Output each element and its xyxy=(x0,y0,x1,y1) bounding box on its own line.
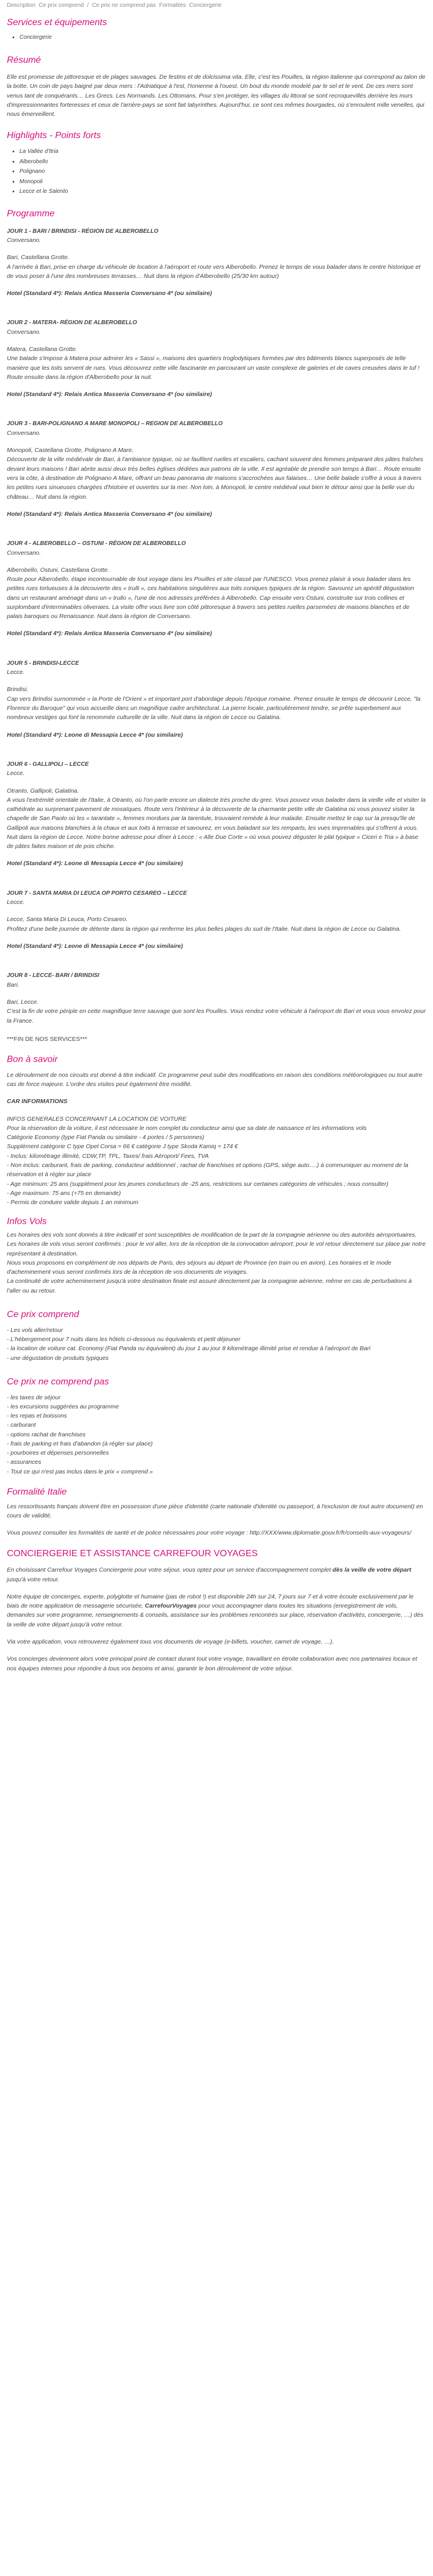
day-hotel: Hotel (Standard 4*): Relais Antica Masseria Conversano 4* (ou similaire) xyxy=(7,510,213,518)
ne-comprend-pas-line: - les excursions suggérées au programme xyxy=(7,1403,119,1410)
infos-vols-line: Les horaires des vols sont donnés à titre indicatif et sont susceptibles de modification de la part de la compagnie aérienne ou des autorités aéroportuaires. xyxy=(7,1232,417,1239)
car-line: - Permis de conduire valide depuis 1 an minimum xyxy=(7,1199,138,1206)
breadcrumb xyxy=(7,0,426,13)
day-text: Découverte de la ville médiévale de Bari, à l'ambiance typique, où se faufilent ruelles et escaliers, cachant souvent des femmes préparant des pâtes fraîches devant leurs maisons ! Bari abrite aussi deux très belles églises dédiées aux patrons de la ville. Il est agréable de prendre son temps à Bari… Route ensuite vers la côte, à destination de Polignano A Mare, offrant un beau panorama de maisons s'accrochées aux falaises… Une belle balade s'offre à vous à travers les petites rues sinueuses chargées d'histoire et ouvertes sur la mer. Non loin, à Monopoli, le centre médiéval vaut bien le détour ainsi que la belle vue du château… Nuit dans la région. xyxy=(7,456,423,500)
list-item: • Alberobello xyxy=(19,157,426,167)
day-region: Conversano. xyxy=(7,237,41,244)
infos-vols-title: Infos Vols xyxy=(7,1217,47,1227)
day-title: JOUR 8 - LECCE- BARI / BRINDISI xyxy=(7,972,99,979)
day-region: Lecce. xyxy=(7,669,25,676)
formalite-section xyxy=(7,1487,426,1538)
comprend-line: - une dégustation de produits typiques xyxy=(7,1354,109,1362)
conciergerie-p2-b: CarrefourVoyages xyxy=(145,1602,197,1610)
nav-formalites[interactable]: Formalités xyxy=(159,2,186,9)
day-places: Bari, Castellana Grotte. xyxy=(7,254,70,261)
day-text: Profitez d'une belle journée de détente dans la région qui renferme les plus belles plages du sud de l'Italie. Nuit dans la région de Lecce ou Galatina. xyxy=(7,925,401,932)
resume-section xyxy=(7,55,426,119)
day-block xyxy=(7,889,426,951)
day-block xyxy=(7,227,426,298)
day-hotel: Hotel (Standard 4*): Relais Antica Masseria Conversano 4* (ou similaire) xyxy=(7,630,213,637)
day-text: Cap vers Brindisi surnommée « la Porte de l'Orient » et important port d'abordage depuis l'époque romaine. Prenez ensuite le temps de découvrir Lecce, "la Florence du Baroque" qui vous accueille dans un magnifique cadre architectural. La pierre locale, particulièrement tendre, se prête superbement aux nombreux vestiges qui font la renommée culturelle de la ville. Nuit dans la région de Lecce ou Galatina. xyxy=(7,695,421,721)
day-region: Bari. xyxy=(7,981,19,988)
day-text: A vous l'extrémité orientale de l'Italie, à Otranto, où l'on parle encore un dialecte très proche du grec. Vous pouvez vous balader dans la vieille ville et visiter la cathédrale au surprenant pavement de mosaïques. Route vers l'intérieur à la découverte de la charmante petite ville de Galatina où vous pouvez visiter la chapelle de San Paolo où les « tarantate », femmes mordues par la tarentule, trouvaient remède à leur maladie. Ensuite mettez le cap sur la presqu'île de Gallipoli aux maisons blanchies à la chaux et aux toits à terrasse et savourez, en vous baladant sur les remparts, les vues imprenables qui s'offrent à vous. Nuit dans la région de Lecce. Notre bonne adresse pour dîner à Lecce : « Alle Due Corte » où vous pouvez déguster le plat typique « Ciceri e Tria » à base de pâtes faites maison et de pois chiche. xyxy=(7,796,426,850)
day-places: Monopoli, Castellana Grotte, Polignano A Mare. xyxy=(7,447,134,454)
day-text: Une balade s'impose à Matera pour admirer les « Sassi », maisons des quartiers troglodytiques formées par des bâtiments blancs superposés de telle manière que les toits servent de rues. Vous découvrez cette ville fascinante en parcourant un vaste complexe de galeries et de caves creusées dans le tuf ! Route ensuite dans la région d'Alberobello pour la nuit. xyxy=(7,355,420,381)
day-places: Lecce, Santa Maria Di Leuca, Porto Cesareo. xyxy=(7,916,128,923)
day-title: JOUR 7 - SANTA MARIA DI LEUCA OP PORTO CESAREO – LECCE xyxy=(7,890,187,897)
day-hotel: Hotel (Standard 4*): Leone di Messapia Lecce 4* (ou similaire) xyxy=(7,860,183,867)
day-title: JOUR 4 - ALBEROBELLO – OSTUNI - RÉGION DE ALBEROBELLO xyxy=(7,540,186,547)
day-region: Lecce. xyxy=(7,770,25,777)
ne-comprend-pas-title: Ce prix ne comprend pas xyxy=(7,1376,109,1387)
car-heading: CAR INFORMATIONS xyxy=(7,1098,67,1105)
day-region: Conversano. xyxy=(7,328,41,336)
conciergerie-p1-a: En choisissant Carrefour Voyages Conciergerie pour votre séjour, vous optez pour un service d'accompagnement complet xyxy=(7,1566,333,1574)
programme-section xyxy=(7,208,426,1044)
car-line: Pour la réservation de la voiture, il est nécessaire le nom complet du conducteur ainsi que sa date de naissance et les informations vols xyxy=(7,1124,367,1132)
day-block xyxy=(7,971,426,1025)
ne-comprend-pas-line: - les repas et boissons xyxy=(7,1412,67,1420)
car-line: Catégorie Economy (type Fiat Panda ou similaire - 4 portes / 5 personnes) xyxy=(7,1134,205,1141)
car-line: - Age maximum: 75 ans (+75 en demande) xyxy=(7,1189,121,1197)
list-item: • La Vallée d'Itria xyxy=(19,147,426,157)
list-item: • Monopoli xyxy=(19,177,426,187)
day-region: Conversano. xyxy=(7,429,41,437)
ne-comprend-pas-line: - Tout ce qui n'est pas inclus dans le prix « comprend » xyxy=(7,1468,153,1475)
ne-comprend-pas-line: - options rachat de franchises xyxy=(7,1431,86,1438)
resume-text: Elle est promesse de pittoresque et de plages sauvages. De festins et de dolcissima vita. Elle, c'est les Pouilles, la région italienne qui correspond au talon de la botte. Un coin de pays baigné par deux mers : l'Adriatique à l'est, l'Ionienne à l'ouest. Un bout du monde modelé par le sel et le vent. De ces mers sont venus tant de conquérants… Les Grecs. Les Normands. Les Ottomans. Pour s'en protéger, les villages du littoral se sont recroquevillés derrière les murs d'impressionnantes forteresses et ceux de l'arrière-pays se sont fait labyrinthes. Aujourd'hui, ce sont ces mêmes bourgades, où s'enroulent mille venelles, qui nous émerveillent. xyxy=(7,74,426,118)
day-title: JOUR 6 - GALLIPOLI – LECCE xyxy=(7,761,89,768)
day-block xyxy=(7,318,426,399)
car-line: - Inclus: kilométrage illimité, CDW,TP, TPL, Taxes/ frais Aéroport/ Fees, TVA xyxy=(7,1152,209,1160)
conciergerie-p1-b: dès la veille de votre départ xyxy=(332,1566,411,1574)
day-title: JOUR 2 - MATERA- RÉGION DE ALBEROBELLO xyxy=(7,320,137,326)
services-section xyxy=(7,17,426,42)
car-line: INFOS GENERALES CONCERNANT LA LOCATION DE VOITURE xyxy=(7,1115,187,1123)
formalite-line: Les ressortissants français doivent être en possession d'une pièce d'identité (carte nationale d'identité ou passeport, à l'exclusion de tout autre document) en cours de validité. xyxy=(7,1503,423,1520)
day-hotel: Hotel (Standard 4*): Leone di Messapia Lecce 4* (ou similaire) xyxy=(7,942,183,950)
day-title: JOUR 5 - BRINDISI-LECCE xyxy=(7,660,79,667)
day-region: Lecce. xyxy=(7,899,25,906)
conciergerie-p1 xyxy=(7,1565,426,1584)
nav-description[interactable]: Description xyxy=(7,2,36,9)
end-note: ***FIN DE NOS SERVICES*** xyxy=(7,1035,87,1043)
day-places: Brindisi. xyxy=(7,686,29,693)
highlights-title: Highlights - Points forts xyxy=(7,131,101,141)
programme-title: Programme xyxy=(7,208,55,219)
day-text: C'est la fin de votre périple en cette magnifique terre sauvage que sont les Pouilles. Vous rendez votre véhicule à l'aéroport de Bari et vous vous envolez pour la France. xyxy=(7,1008,426,1024)
highlights-section xyxy=(7,130,426,196)
comprend-title: Ce prix comprend xyxy=(7,1309,79,1319)
day-block xyxy=(7,760,426,869)
day-text: A l'arrivée à Bari, prise en charge du véhicule de location à l'aéroport et route vers Alberobello. Prenez le temps de vous balader dans le centre historique et de vous poser à l'une des nombreuses terrasses… Nuit dans la région d'Alberobello (25/30 km autour) xyxy=(7,263,421,280)
infos-vols-line: Nous vous proposons en complément de nos départs de Paris, des séjours au départ de Province (en train ou en avion). Les horaires et le mode d'acheminement vous seront confirmés lors de la réception de vos documents de voyages. xyxy=(7,1259,391,1276)
formalite-line: Vous pouvez consulter les formalités de santé et de police nécessaires pour votre voyage : http://XXX/www.diplomatie.gouv.fr/fr/conseils-aux-voyageurs/ xyxy=(7,1529,411,1537)
conciergerie-section xyxy=(7,1548,426,1673)
conciergerie-p1-c: jusqu'à votre retour. xyxy=(7,1576,60,1583)
car-line: - Age minimum: 25 ans (supplément pour les jeunes conducteurs de -25 ans, restrictions sur certaines catégories de véhicules ; nous consulter) xyxy=(7,1180,388,1188)
resume-title: Résumé xyxy=(7,55,41,66)
nav-separator: / xyxy=(87,2,89,9)
list-item: • Polignano xyxy=(19,167,426,177)
day-places: Matera, Castellana Grotte. xyxy=(7,346,78,353)
ne-comprend-pas-line: - carburant xyxy=(7,1422,36,1429)
conciergerie-p4: Vos concierges deviennent alors votre principal point de contact durant tout votre voyage, travaillant en étroite collaboration avec nos partenaires locaux et nos équipes internes pour répondre à tous vos besoins et ainsi, garantir le bon déroulement de votre séjour. xyxy=(7,1656,418,1672)
comprend-line: - L'hébergement pour 7 nuits dans les hôtels ci-dessous ou équivalents et petit déjeuner xyxy=(7,1336,240,1343)
list-item: • Lecce et le Salento xyxy=(19,187,426,197)
day-hotel: Hotel (Standard 4*): Relais Antica Masseria Conversano 4* (ou similaire) xyxy=(7,391,213,398)
comprend-line: - la location de voiture cat. Economy (Fiat Panda ou équivalent) du jour 1 au jour 8 kilométrage illimité prise et rendue à l'aéroport de Bari xyxy=(7,1345,371,1352)
ne-comprend-pas-line: - assurances xyxy=(7,1459,42,1466)
day-block xyxy=(7,659,426,740)
day-hotel: Hotel (Standard 4*): Relais Antica Masseria Conversano 4* (ou similaire) xyxy=(7,290,213,297)
ne-comprend-pas-line: - frais de parking et frais d'abandon (à régler sur place) xyxy=(7,1440,153,1447)
list-item: • Conciergerie xyxy=(19,33,426,43)
bon-a-savoir-title: Bon à savoir xyxy=(7,1055,58,1065)
nav-conciergerie[interactable]: Conciergerie xyxy=(189,2,222,9)
ne-comprend-pas-line: - pourboires et dépenses personnelles xyxy=(7,1449,109,1457)
formalite-title: Formalité Italie xyxy=(7,1487,67,1497)
services-list xyxy=(7,33,426,43)
conciergerie-p2-a: Notre équipe de concierges, experte, polyglotte et humaine (pas de robot !) est disponible 24h sur 24, 7 jours sur 7 et à votre écoute exclusivement par le biais de notre application de messagerie sécurisée, xyxy=(7,1593,414,1610)
nav-prix-ne-comprend-pas[interactable]: Ce prix ne comprend pas xyxy=(92,2,156,9)
day-title: JOUR 1 - BARI / BRINDISI - RÉGION DE ALBEROBELLO xyxy=(7,228,159,235)
infos-vols-section xyxy=(7,1216,426,1295)
day-places: Alberobello, Ostuni, Castellana Grotte. xyxy=(7,566,110,574)
day-region: Conversano. xyxy=(7,549,41,556)
services-title: Services et équipements xyxy=(7,18,107,27)
conciergerie-title: CONCIERGERIE ET ASSISTANCE CARREFOUR VOYAGES xyxy=(7,1548,258,1558)
car-line: - Non inclus: carburant, frais de parking, conducteur additionnel ; rachat de franchises et options (GPS, siège auto….) à communiquer au moment de la réservation et à régler sur place xyxy=(7,1161,408,1178)
comprend-line: - Les vols aller/retour xyxy=(7,1326,63,1334)
bon-a-savoir-section xyxy=(7,1054,426,1207)
day-block xyxy=(7,419,426,519)
day-block xyxy=(7,539,426,639)
day-places: Bari, Lecce. xyxy=(7,999,39,1006)
car-info xyxy=(7,1115,426,1208)
day-places: Otranto, Gallipoli, Galatina. xyxy=(7,787,79,794)
day-hotel: Hotel (Standard 4*): Leone di Messapia Lecce 4* (ou similaire) xyxy=(7,731,183,738)
bon-a-savoir-intro: Le déroulement de nos circuits est donné à titre indicatif. Ce programme peut subir des modifications en raison des conditions météorologiques ou tout autre cas de force majeure. L'ordre des visites peut également être modifié. xyxy=(7,1071,423,1088)
car-line: Supplément catégorie C type Opel Corsa = 66 € catégorie J type Skoda Kamiq = 174 € xyxy=(7,1143,238,1150)
conciergerie-p3: Via votre application, vous retrouverez également tous vos documents de voyage (e-billets, voucher, carnet de voyage, …). xyxy=(7,1638,334,1645)
highlights-list xyxy=(7,147,426,197)
infos-vols-line: Les horaires de vols vous seront confirmés : pour le vol aller, lors de la réception de la convocation aéroport; pour le vol retour directement sur place par notre représentant à destination. xyxy=(7,1241,426,1257)
conciergerie-p2-c: pour vous accompagner dans toutes les situations (enregistrement de vols, demandes sur votre programme, renseignements & conseils, assistance sur les problèmes rencontrés sur place, réservation d'activités, conciergerie, …) dès la veille de votre départ jusqu'à votre retour. xyxy=(7,1602,424,1628)
infos-vols-line: La continuité de votre acheminement jusqu'à votre destination finale est assuré directement par la compagnie aérienne, même en cas de perturbations à l'aller ou au retour. xyxy=(7,1278,412,1294)
day-text: Route pour Alberobello, étape incontournable de tout voyage dans les Pouilles et site classé par l'UNESCO. Vous prenez plaisir à vous balader dans les petites rues tortueuses à la découverte des « trulli », ces habitations singulières aux toits coniques typiques de la région. Savourez un apéritif dégustation dans un restaurant aménagé dans un « trullo », l'une de nos adresses préférées à Alberobello. Cap ensuite vers Ostuni, construite sur trois collines et surplombant d'interminables oliveraies. La visite offre vous livre son côté pittoresque à travers ses petites ruelles parsemées de maisons blanches et de palais baroques ou Renaissance. Nuit dans la région de Conversano. xyxy=(7,576,414,620)
nav-prix-comprend[interactable]: Ce prix comprend xyxy=(38,2,84,9)
comprend-section xyxy=(7,1309,426,1363)
conciergerie-p2 xyxy=(7,1592,426,1629)
ne-comprend-pas-line: - les taxes de séjour xyxy=(7,1394,61,1401)
ne-comprend-pas-section xyxy=(7,1376,426,1476)
day-title: JOUR 3 - BARI-POLIGNANO A MARE MONOPOLI – REGION DE ALBEROBELLO xyxy=(7,421,223,427)
